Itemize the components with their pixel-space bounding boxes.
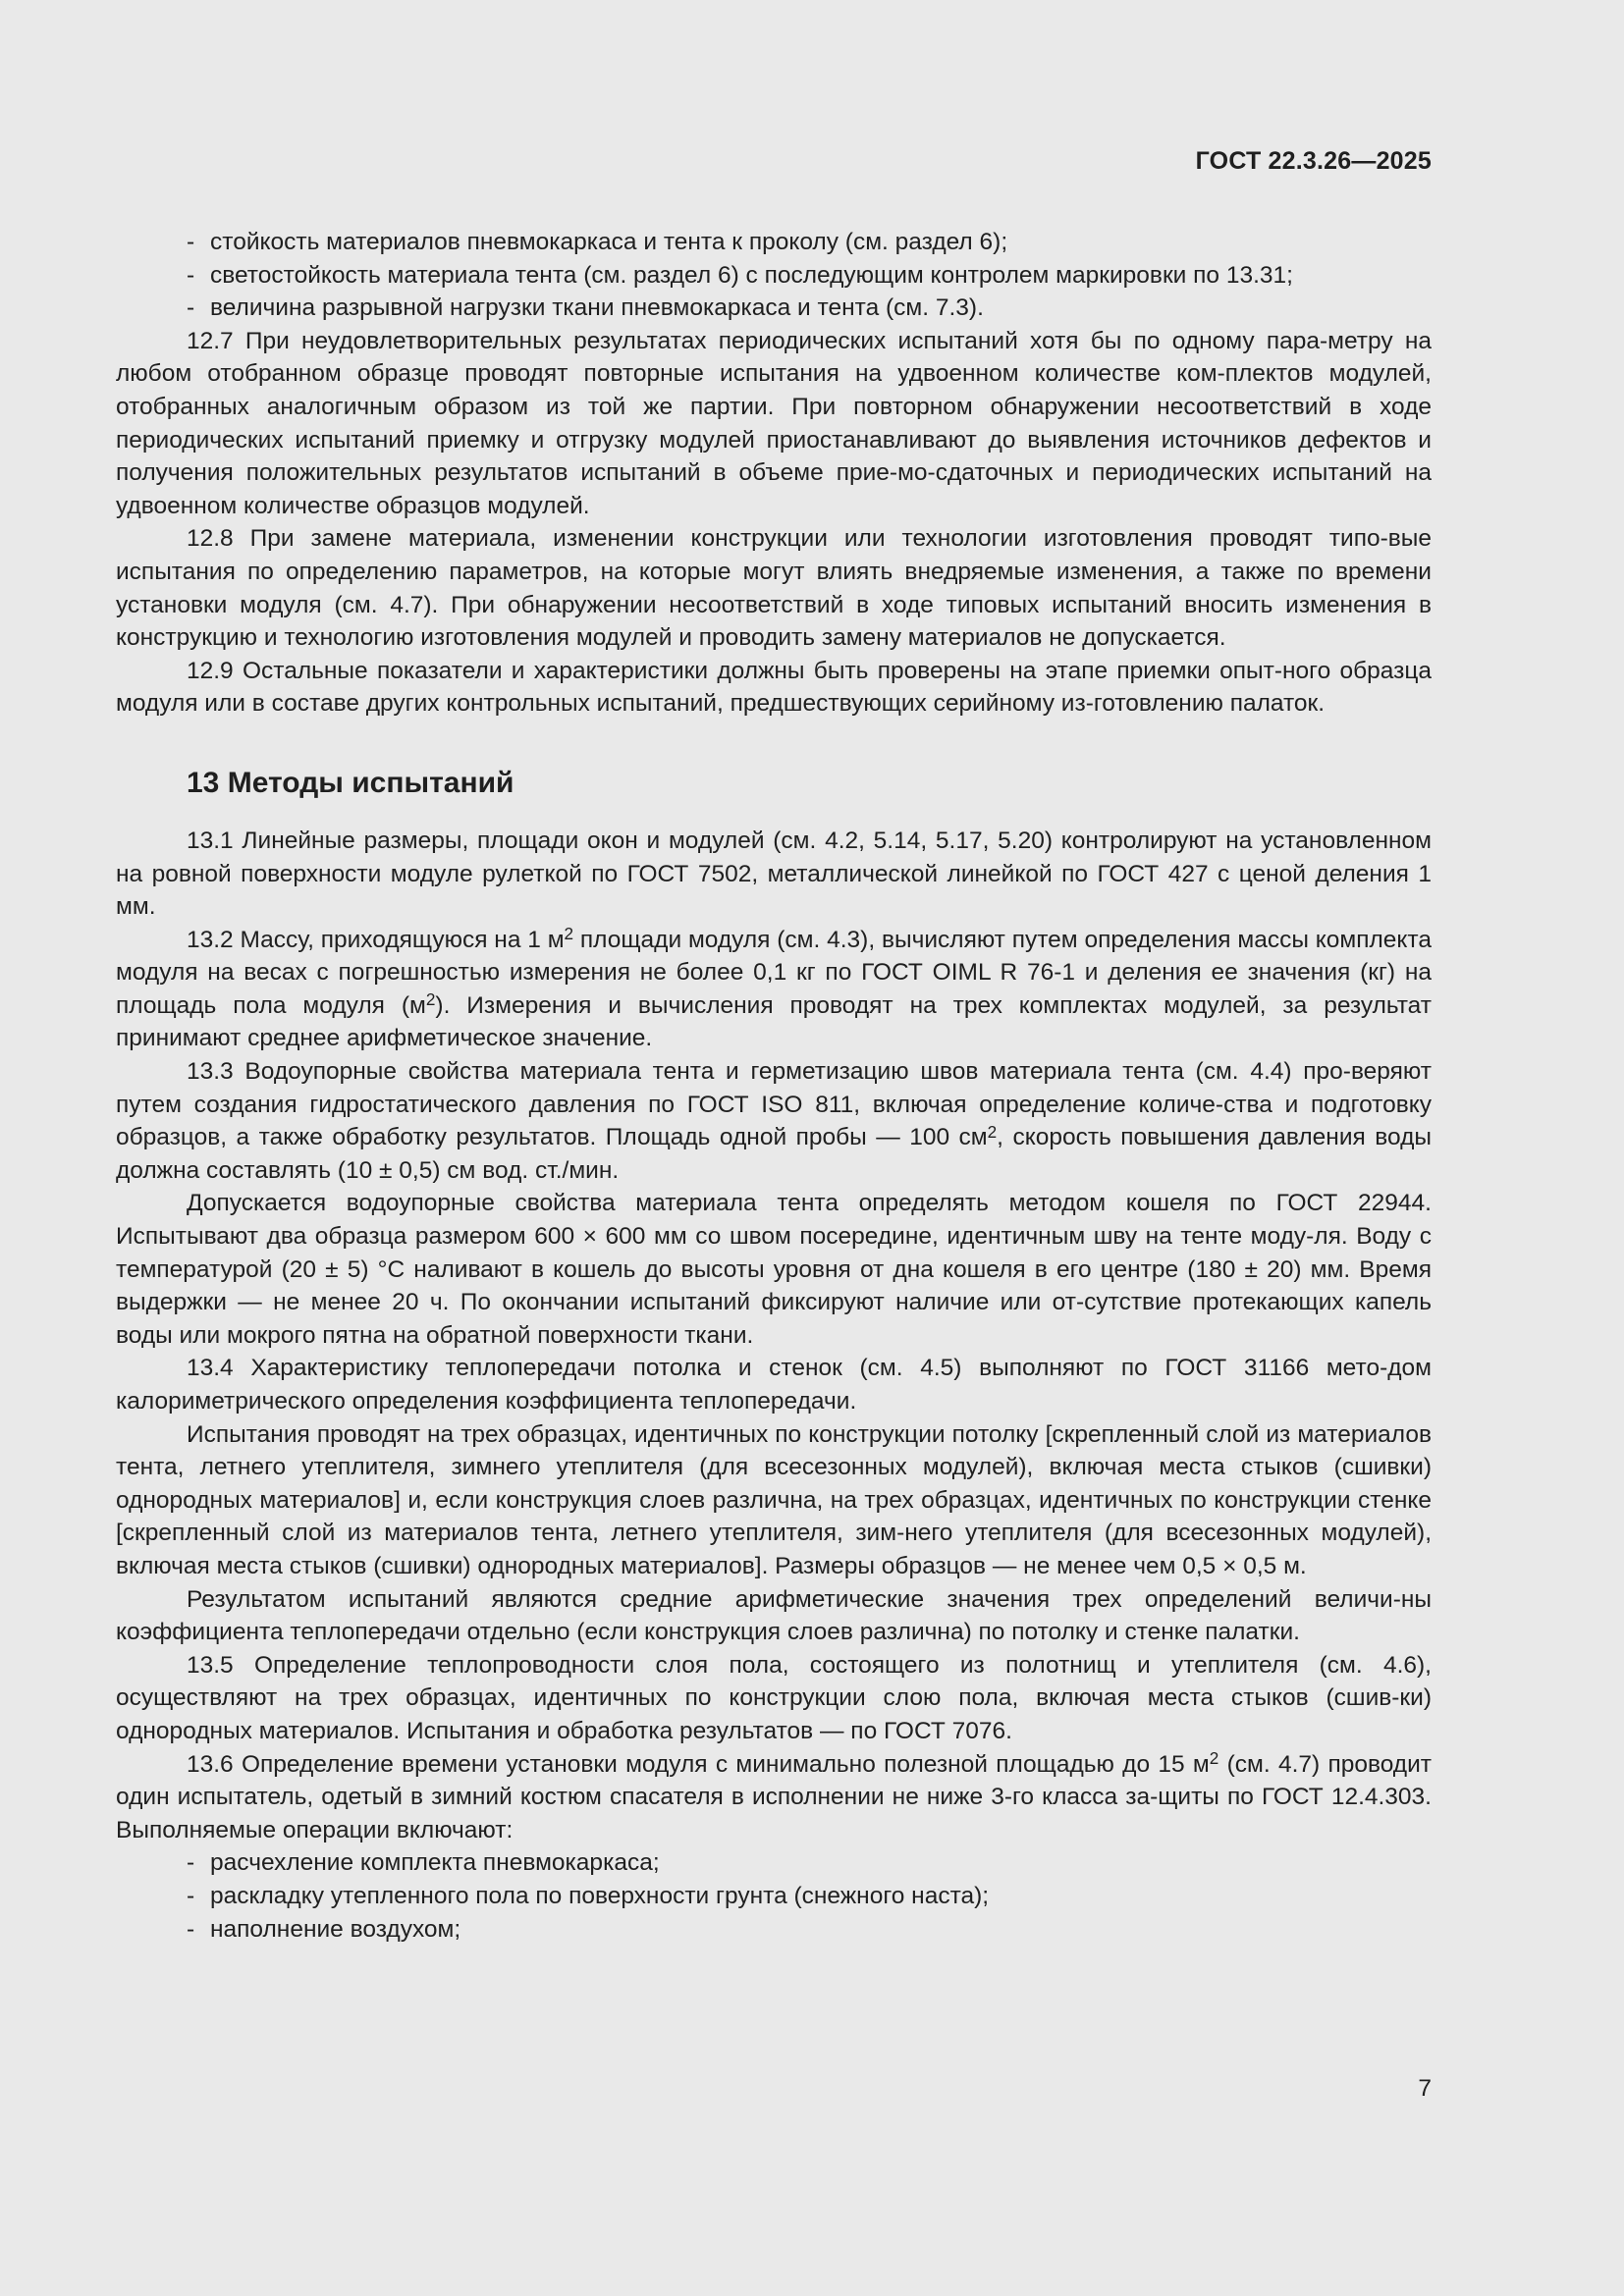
paragraph-13-5: 13.5 Определение теплопроводности слоя пола, состоящего из полотнищ и утеплителя (см. 4.6), осуществляют на трех образцах, идентичных по конструкции слою пола, включая места стыков (сшив-ки) однородных материалов. Испытания и обработка результатов — по ГОСТ 7076. — [116, 1651, 1432, 1744]
text-run: (см. 4.7) проводит один испытатель, одетый в зимний костюм спасателя в исполнении не ниже 3-го класса за-щиты по ГОСТ 12.4.303. Выполняемые операции включают: — [116, 1750, 1432, 1843]
superscript: 2 — [987, 1121, 998, 1142]
text-run: площади модуля (см. 4.3), вычисляют путем определения массы комплекта модуля на весах с погрешностью измерения не более 0,1 кг по ГОСТ OIML R 76-1 и деления ее значения (кг) на площадь пола модуля (м — [116, 926, 1432, 1019]
list-item-text: стойкость материалов пневмокаркаса и тента к проколу (см. раздел 6); — [210, 229, 1008, 255]
list-item-text: светостойкость материала тента (см. раздел 6) с последующим контролем маркировки по 13.31; — [210, 261, 1293, 289]
text-run: 13.6 Определение времени установки модуля с минимально полезной площадью до 15 м — [187, 1750, 1210, 1778]
list-item-text: раскладку утепленного пола по поверхности грунта (снежного наста); — [210, 1882, 990, 1909]
paragraph-12-8: 12.8 При замене материала, изменении конструкции или технологии изготовления проводят типо-вые испытания по определению параметров, на которые могут влиять внедряемые изменения, а также по времени установки модуля (см. 4.7). При обнаружении несоответствий в ходе типовых испытаний вносить изменения в конструкцию и технологию изготовления модулей и проводить замену материалов не допускается. — [116, 525, 1432, 652]
paragraph-13-4-results: Результатом испытаний являются средние арифметические значения трех определений величи-ны коэффициента теплопередачи отдельно (если конструкция слоев различна) по потолку и стенке палатки. — [116, 1585, 1432, 1646]
section-title: 13 Методы испытаний — [187, 766, 514, 799]
document-body — [116, 226, 1432, 1946]
paragraph-13-4: 13.4 Характеристику теплопередачи потолка и стенок (см. 4.5) выполняют по ГОСТ 31166 мето-дом калориметрического определения коэффициента теплопередачи. — [116, 1355, 1432, 1415]
list-item-text: величина разрывной нагрузки ткани пневмокаркаса и тента (см. 7.3). — [210, 294, 984, 322]
list-item — [116, 1913, 1432, 1947]
text-run: , скорость повышения давления воды должна составлять (10 ± 0,5) см вод. ст./мин. — [116, 1124, 1432, 1184]
superscript: 2 — [564, 923, 574, 943]
paragraph-13-6 — [116, 1748, 1432, 1847]
list-dash: - — [187, 1915, 195, 1943]
list-dash: - — [187, 1882, 195, 1909]
list-item — [116, 1880, 1432, 1913]
list-dash: - — [187, 294, 195, 322]
paragraph-13-4-samples: Испытания проводят на трех образцах, идентичных по конструкции потолку [скрепленный слой из материалов тента, летнего утеплителя, зимнего утеплителя (для всесезонных модулей), включая места стыков (сшивки) однородных материалов] и, если конструкция слоев различна, на трех образцах, идентичных по конструкции стенке [скрепленный слой из материалов тента, летнего утеплителя, зим-него утеплителя (для всесезонных модулей), включая места стыков (сшивки) однородных материалов]. Размеры образцов — не менее чем 0,5 × 0,5 м. — [116, 1420, 1432, 1579]
paragraph-13-2 — [116, 924, 1432, 1055]
paragraph-13-1: 13.1 Линейные размеры, площади окон и модулей (см. 4.2, 5.14, 5.17, 5.20) контролируют на установленном на ровной поверхности модуле рулеткой по ГОСТ 7502, металлической линейкой по ГОСТ 427 с ценой деления 1 мм. — [116, 827, 1432, 921]
list-dash: - — [187, 261, 195, 289]
paragraph-12-9: 12.9 Остальные показатели и характеристики должны быть проверены на этапе приемки опыт-ного образца модуля или в составе других контрольных испытаний, предшествующих серийному из-готовлению палаток. — [116, 657, 1432, 718]
text-run: ). Измерения и вычисления проводят на трех комплектах модулей, за результат принимают среднее арифметическое значение. — [116, 991, 1432, 1052]
superscript: 2 — [1209, 1747, 1219, 1768]
text-run: 13.3 Водоупорные свойства материала тента и герметизацию швов материала тента (см. 4.4) про-веряют путем создания гидростатического давления по ГОСТ ISO 811, включая определение количе-ства и подготовку образцов, а также обработку результатов. Площадь одной пробы — 100 см — [116, 1058, 1432, 1151]
list-dash: - — [187, 229, 195, 255]
list-item — [116, 226, 1432, 259]
list-item-text: расчехление комплекта пневмокаркаса; — [210, 1849, 660, 1877]
page-number: 7 — [1418, 2075, 1432, 2102]
list-item — [116, 292, 1432, 325]
paragraph-12-7: 12.7 При неудовлетворительных результатах периодических испытаний хотя бы по одному пара-метру на любом отобранном образце проводят повторные испытания на удвоенном количестве ком-плектов модулей, отобранных аналогичным образом из той же партии. При повторном обнаружении несоответствий в ходе периодических испытаний приемку и отгрузку модулей приостанавливают до выявления источников дефектов и получения положительных результатов испытаний в объеме прие-мо-сдаточных и периодических испытаний на удвоенном количестве образцов модулей. — [116, 327, 1432, 519]
document-code-header: ГОСТ 22.3.26—2025 — [1195, 147, 1432, 175]
list-item-text: наполнение воздухом; — [210, 1915, 461, 1943]
paragraph-13-3 — [116, 1055, 1432, 1187]
text-run: 13.2 Массу, приходящуюся на 1 м — [187, 926, 565, 953]
list-item — [116, 259, 1432, 293]
list-dash: - — [187, 1849, 195, 1877]
paragraph-13-3-continued: Допускается водоупорные свойства материала тента определять методом кошеля по ГОСТ 22944. Испытывают два образца размером 600 × 600 мм со швом посередине, идентичным шву на тенте моду-ля. Воду с температурой (20 ± 5) °С наливают в кошель до высоты уровня от дна кошеля в его центре (180 ± 20) мм. Время выдержки — не менее 20 ч. По окончании испытаний фиксируют наличие или от-сутствие протекающих капель воды или мокрого пятна на обратной поверхности ткани. — [116, 1190, 1432, 1349]
list-item — [116, 1846, 1432, 1880]
superscript: 2 — [425, 989, 436, 1010]
